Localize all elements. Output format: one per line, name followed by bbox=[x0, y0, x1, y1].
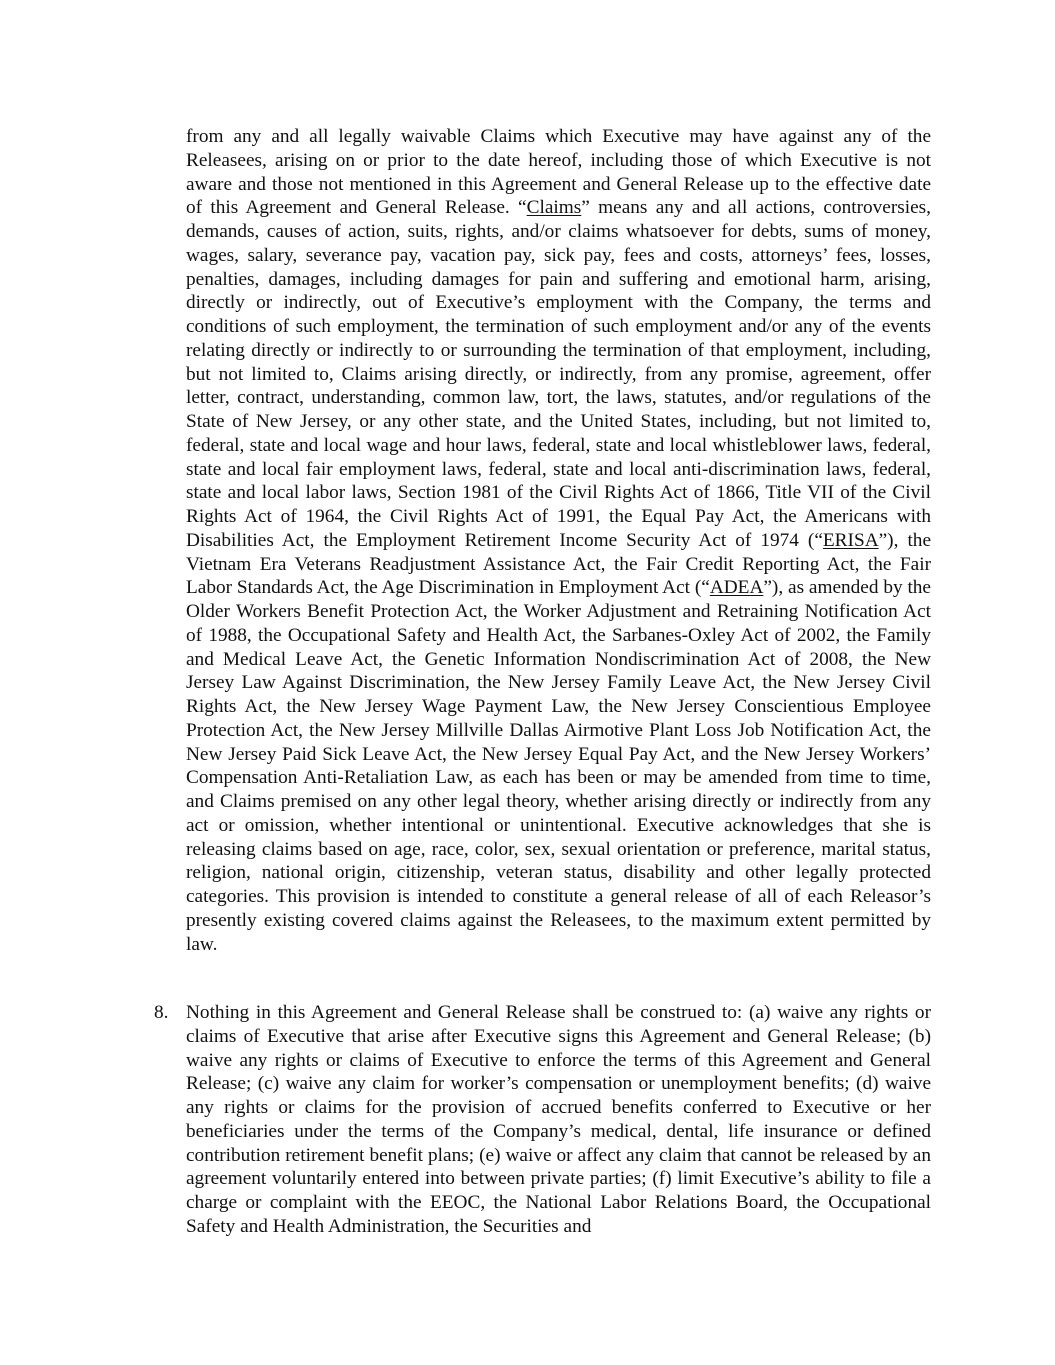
defined-term-adea: ADEA bbox=[709, 577, 764, 599]
release-paragraph bbox=[186, 125, 931, 956]
section-number: 8. bbox=[154, 1002, 169, 1023]
defined-term-erisa: ERISA bbox=[822, 529, 879, 551]
paragraph-text-segment: ”), as amended by the Older Workers Benefit Protection Act, the Worker Adjustment and Retraining Notification Act of 1988, the Occupational Safety and Health Act, the Sarbanes-Oxley Act of 2002, the Family and Medical Leave Act, the Genetic Information Nondiscrimination Act of 2008, the New Jersey Law Against Discrimination, the New Jersey Family Leave Act, the New Jersey Civil Rights Act, the New Jersey Wage Payment Law, the New Jersey Conscientious Employee Protection Act, the New Jersey Millville Dallas Airmotive Plant Loss Job Notification Act, the New Jersey Paid Sick Leave Act, the New Jersey Equal Pay Act, and the New Jersey Workers’ Compensation Anti-Retaliation Law, as each has been or may be amended from time to time, and Claims premised on any other legal theory, whether arising directly or indirectly from any act or omission, whether intentional or unintentional. Executive acknowledges that she is releasing claims based on age, race, color, sex, sexual orientation or preference, marital status, religion, national origin, citizenship, veteran status, disability and other legally protected categories. This provision is intended to constitute a general release of all of each Releasor’s presently existing covered claims against the Releasees, to the maximum extent permitted by law. bbox=[186, 577, 931, 955]
paragraph-text-segment: from any and all legally waivable Claims which Executive may have against any of the Releasees, arising on or prior to the date hereof, including those of which Executive is not aware and those not mentioned in this Agreement and General Release up to the effective date of this Agreement and General Release. “ bbox=[186, 126, 931, 219]
section-8-paragraph: Nothing in this Agreement and General Release shall be construed to: (a) waive any rights or claims of Executive that arise after Executive signs this Agreement and General Release; (b) waive any rights or claims of Executive to enforce the terms of this Agreement and General Release; (c) waive any claim for worker’s compensation or unemployment benefits; (d) waive any rights or claims for the provision of accrued benefits conferred to Executive or her beneficiaries under the terms of the Company’s medical, dental, life insurance or defined contribution retirement benefit plans; (e) waive or affect any claim that cannot be released by an agreement voluntarily entered into between private parties; (f) limit Executive’s ability to file a charge or complaint with the EEOC, the National Labor Relations Board, the Occupational Safety and Health Administration, the Securities and bbox=[186, 1002, 931, 1237]
defined-term-claims: Claims bbox=[526, 197, 582, 219]
paragraph-text-segment: ” means any and all actions, controversies, demands, causes of action, suits, rights, and/or claims whatsoever for debts, sums of money, wages, salary, severance pay, vacation pay, sick pay, fees and costs, attorneys’ fees, losses, penalties, damages, including damages for pain and suffering and emotional harm, arising, directly or indirectly, out of Executive’s employment with the Company, the terms and conditions of such employment, the termination of such employment and/or any of the events relating directly or indirectly to or surrounding the termination of that employment, including, but not limited to, Claims arising directly, or indirectly, from any promise, agreement, offer letter, contract, understanding, common law, tort, the laws, statutes, and/or regulations of the State of New Jersey, or any other state, and the United States, including, but not limited to, federal, state and local wage and hour laws, federal, state and local whistleblower laws, federal, state and local fair employment laws, federal, state and local anti-discrimination laws, federal, state and local labor laws, Section 1981 of the Civil Rights Act of 1866, Title VII of the Civil Rights Act of 1964, the Civil Rights Act of 1991, the Equal Pay Act, the Americans with Disabilities Act, the Employment Retirement Income Security Act of 1974 (“ bbox=[186, 197, 931, 551]
paragraph-text-segment: ”), the Vietnam Era Veterans Readjustment Assistance Act, the Fair Credit Reporting Act, the Fair Labor Standards Act, the Age Discrimination in Employment Act (“ bbox=[186, 529, 931, 599]
